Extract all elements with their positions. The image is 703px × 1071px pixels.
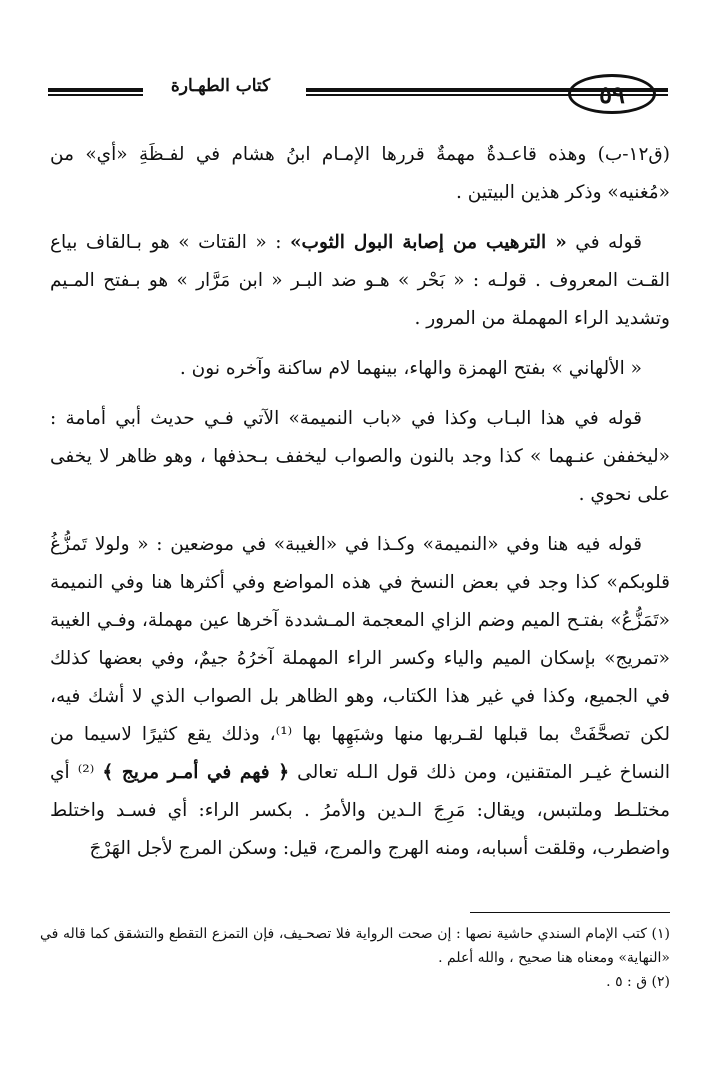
footnote: (١) كتب الإمام السندي حاشية نصها : إن صحت الرواية فلا تصحـيف، فإن التمزع التقطع والتشقق كما قاله في «النهاية» ومعناه هنا صحيح ، والله أعلم . (40, 926, 670, 966)
paragraph-text: ⁽²⁾ أي مختلـط وملتبس، ويقال: مَرِجَ الـدين والأمرُ . بكسر الراء: أي فسـد واختلط واضطرب، وقلقت أسبابه، ومنه الهرج والمرج، قيل: وسكن المرج لأجل الهَرْجَ (50, 762, 670, 859)
header-rule-right (493, 88, 668, 98)
paragraph (50, 350, 670, 388)
quran-quote: ﴿ فهم في أمـر مريج ﴾ (102, 762, 290, 783)
chapter-reference: « الترهيب من إصابة البول الثوب» (289, 232, 567, 253)
paragraph-text: : « القتات » هو بـالقاف بياع القـت المعروف . قولـه : « بَحْر » هـو ضد البـر « ابن مَرَّار » هو بـفتح المـيم وتشديد الراء المهملة من المرور . (50, 232, 670, 329)
paragraph (50, 400, 670, 514)
paragraph-prefix: قوله في (566, 232, 643, 253)
paragraph (50, 526, 670, 868)
paragraph (50, 136, 670, 212)
main-text (50, 136, 670, 880)
paragraph-text: « الألهاني » بفتح الهمزة والهاء، بينهما لام ساكنة وآخره نون . (179, 358, 642, 379)
footnote-divider (470, 912, 670, 913)
header-rule-left (48, 88, 143, 98)
paragraph-prefix: قوله فيه هنا وفي «النميمة» وكـذا في «الغيبة» في موضعين : « ولولا تَمزُّغُ قلوبكم» كذا وجد في بعض النسخ في هذه المواضع وفي أكثرها هنا وفي النميمة «تَمَزُّعُ» بفتـح الميم وضم الزاي المعجمة المـشددة آخرها عين مهملة، وفـي الغيبة «تمريج» بإسكان الميم والياء وكسر الراء المهملة آخرُهُ جيمٌ، وفي بعضها كذلك في الجميع، وكذا في غير هذا الكتاب، وهو الظاهر بل الصواب الذي لا أشك فيه، لكن تصحَّفَتْ بما قبلها لقـربها منها وشبَهِها بها ⁽¹⁾، وذلك يقع كثيرًا لاسيما من النساخ غيـر المتقنين، ومن ذلك قول الـله تعالى (50, 534, 671, 783)
book-title: كتاب الطهـارة (170, 76, 271, 96)
paragraph-text: (ق١٢-ب) وهذه قاعـدةٌ مهمةٌ قررها الإمـام ابنُ هشام في لفـظَةِ «أي» من «مُغنيه» وذكر هذين البيتين . (50, 144, 670, 203)
page-header (48, 70, 668, 130)
paragraph (50, 224, 670, 338)
footnotes (40, 922, 670, 994)
footnote: (٢) ق : ٥ . (606, 974, 670, 990)
paragraph-text: قوله في هذا البـاب وكذا في «باب النميمة» الآتي فـي حديث أبي أمامة : «ليخففن عنـهما » كذا وجد بالنون والصواب ليخفف بـحذفها ، وهو ظاهر لا يخفى على نحوي . (50, 408, 670, 505)
